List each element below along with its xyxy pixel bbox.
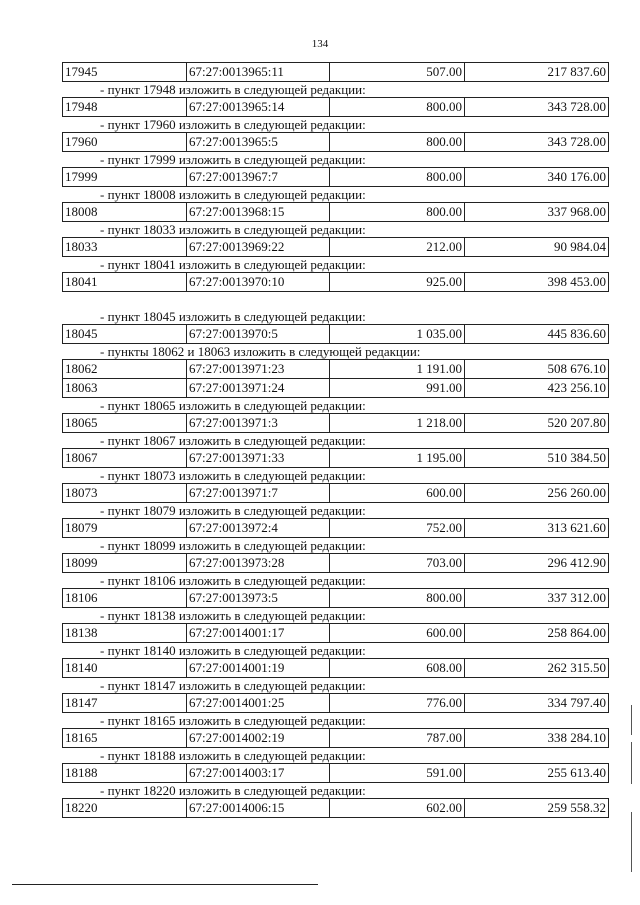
cadastral-value-cell: 334 797.40 — [464, 693, 609, 713]
item-number-cell: 18008 — [62, 202, 187, 222]
table-row — [62, 413, 608, 432]
cadastral-value-cell: 343 728.00 — [464, 132, 609, 152]
cadastral-number-cell: 67:27:0013971:24 — [186, 378, 330, 398]
item-number-cell: 18065 — [62, 413, 187, 433]
area-cell: 507.00 — [329, 62, 465, 82]
cadastral-number-cell: 67:27:0013971:23 — [186, 359, 330, 379]
cadastral-number-cell: 67:27:0014001:17 — [186, 623, 330, 643]
amendments-document — [62, 62, 608, 817]
cadastral-number-cell: 67:27:0013965:14 — [186, 97, 330, 117]
table-row — [62, 483, 608, 502]
amendment-instruction: - пункт 17999 изложить в следующей редакции: — [100, 152, 366, 167]
footer-divider — [12, 884, 318, 885]
amendment-instruction: - пункт 17960 изложить в следующей редакции: — [100, 117, 366, 132]
cadastral-value-cell: 90 984.04 — [464, 237, 609, 257]
cadastral-value-cell: 256 260.00 — [464, 483, 609, 503]
area-cell: 600.00 — [329, 483, 465, 503]
cadastral-number-cell: 67:27:0014002:19 — [186, 728, 330, 748]
item-number-cell: 18067 — [62, 448, 187, 468]
cadastral-value-cell: 258 864.00 — [464, 623, 609, 643]
table-row — [62, 728, 608, 747]
area-cell: 800.00 — [329, 132, 465, 152]
cadastral-value-cell: 398 453.00 — [464, 272, 609, 292]
amendment-instruction: - пункт 18008 изложить в следующей редакции: — [100, 187, 366, 202]
area-cell: 212.00 — [329, 237, 465, 257]
amendment-instruction: - пункт 18099 изложить в следующей редакции: — [100, 538, 366, 553]
area-cell: 787.00 — [329, 728, 465, 748]
area-cell: 602.00 — [329, 798, 465, 818]
cadastral-number-cell: 67:27:0013973:28 — [186, 553, 330, 573]
area-cell: 800.00 — [329, 202, 465, 222]
cadastral-number-cell: 67:27:0013973:5 — [186, 588, 330, 608]
table-row — [62, 518, 608, 537]
table-row — [62, 623, 608, 642]
area-cell: 1 191.00 — [329, 359, 465, 379]
area-cell: 800.00 — [329, 167, 465, 187]
table-row — [62, 167, 608, 186]
cadastral-value-cell: 338 284.10 — [464, 728, 609, 748]
cadastral-number-cell: 67:27:0014006:15 — [186, 798, 330, 818]
item-number-cell: 17945 — [62, 62, 187, 82]
margin-scan-mark — [631, 742, 632, 784]
amendment-instruction: - пункт 18140 изложить в следующей редакции: — [100, 643, 366, 658]
amendment-instruction: - пункт 17948 изложить в следующей редакции: — [100, 82, 366, 97]
cadastral-value-cell: 259 558.32 — [464, 798, 609, 818]
area-cell: 991.00 — [329, 378, 465, 398]
amendment-instruction: - пункт 18067 изложить в следующей редакции: — [100, 433, 366, 448]
table-row — [62, 658, 608, 677]
cadastral-number-cell: 67:27:0013972:4 — [186, 518, 330, 538]
cadastral-number-cell: 67:27:0013970:10 — [186, 272, 330, 292]
cadastral-value-cell: 296 412.90 — [464, 553, 609, 573]
area-cell: 1 218.00 — [329, 413, 465, 433]
table-row — [62, 359, 608, 378]
cadastral-number-cell: 67:27:0013971:33 — [186, 448, 330, 468]
margin-scan-mark — [631, 705, 632, 735]
amendment-instruction: - пункт 18188 изложить в следующей редакции: — [100, 748, 366, 763]
cadastral-value-cell: 423 256.10 — [464, 378, 609, 398]
item-number-cell: 18041 — [62, 272, 187, 292]
item-number-cell: 18165 — [62, 728, 187, 748]
cadastral-value-cell: 337 312.00 — [464, 588, 609, 608]
cadastral-number-cell: 67:27:0013965:5 — [186, 132, 330, 152]
item-number-cell: 18033 — [62, 237, 187, 257]
table-row — [62, 798, 608, 817]
cadastral-number-cell: 67:27:0013971:3 — [186, 413, 330, 433]
table-row — [62, 763, 608, 782]
amendment-instruction: - пункт 18220 изложить в следующей редакции: — [100, 783, 366, 798]
table-row — [62, 553, 608, 572]
item-number-cell: 18073 — [62, 483, 187, 503]
item-number-cell: 17948 — [62, 97, 187, 117]
cadastral-value-cell: 340 176.00 — [464, 167, 609, 187]
cadastral-value-cell: 445 836.60 — [464, 324, 609, 344]
table-row — [62, 202, 608, 221]
cadastral-number-cell: 67:27:0014001:19 — [186, 658, 330, 678]
area-cell: 591.00 — [329, 763, 465, 783]
cadastral-value-cell: 337 968.00 — [464, 202, 609, 222]
item-number-cell: 18138 — [62, 623, 187, 643]
item-number-cell: 18099 — [62, 553, 187, 573]
area-cell: 600.00 — [329, 623, 465, 643]
amendment-instruction: - пункты 18062 и 18063 изложить в следующей редакции: — [100, 344, 421, 359]
table-row — [62, 132, 608, 151]
area-cell: 800.00 — [329, 97, 465, 117]
table-row — [62, 97, 608, 116]
cadastral-value-cell: 520 207.80 — [464, 413, 609, 433]
table-row — [62, 237, 608, 256]
cadastral-value-cell: 313 621.60 — [464, 518, 609, 538]
cadastral-value-cell: 255 613.40 — [464, 763, 609, 783]
cadastral-number-cell: 67:27:0013969:22 — [186, 237, 330, 257]
margin-scan-mark — [631, 812, 632, 872]
amendment-instruction: - пункт 18065 изложить в следующей редакции: — [100, 398, 366, 413]
item-number-cell: 18063 — [62, 378, 187, 398]
cadastral-number-cell: 67:27:0013968:15 — [186, 202, 330, 222]
amendment-instruction: - пункт 18041 изложить в следующей редакции: — [100, 257, 366, 272]
amendment-instruction: - пункт 18079 изложить в следующей редакции: — [100, 503, 366, 518]
table-row — [62, 448, 608, 467]
amendment-instruction: - пункт 18045 изложить в следующей редакции: — [100, 309, 366, 324]
area-cell: 703.00 — [329, 553, 465, 573]
cadastral-number-cell: 67:27:0013967:7 — [186, 167, 330, 187]
table-row — [62, 588, 608, 607]
area-cell: 800.00 — [329, 588, 465, 608]
table-row — [62, 378, 608, 397]
cadastral-number-cell: 67:27:0014003:17 — [186, 763, 330, 783]
item-number-cell: 18147 — [62, 693, 187, 713]
cadastral-value-cell: 510 384.50 — [464, 448, 609, 468]
table-row — [62, 62, 608, 81]
block-spacer — [62, 291, 608, 308]
amendment-instruction: - пункт 18147 изложить в следующей редакции: — [100, 678, 366, 693]
area-cell: 1 035.00 — [329, 324, 465, 344]
item-number-cell: 18045 — [62, 324, 187, 344]
table-row — [62, 693, 608, 712]
table-row — [62, 324, 608, 343]
area-cell: 925.00 — [329, 272, 465, 292]
cadastral-number-cell: 67:27:0014001:25 — [186, 693, 330, 713]
amendment-instruction: - пункт 18165 изложить в следующей редакции: — [100, 713, 366, 728]
item-number-cell: 18062 — [62, 359, 187, 379]
page-number: 134 — [311, 38, 329, 50]
amendment-instruction: - пункт 18106 изложить в следующей редакции: — [100, 573, 366, 588]
item-number-cell: 18188 — [62, 763, 187, 783]
item-number-cell: 17999 — [62, 167, 187, 187]
area-cell: 608.00 — [329, 658, 465, 678]
item-number-cell: 17960 — [62, 132, 187, 152]
cadastral-value-cell: 262 315.50 — [464, 658, 609, 678]
area-cell: 1 195.00 — [329, 448, 465, 468]
cadastral-number-cell: 67:27:0013971:7 — [186, 483, 330, 503]
cadastral-value-cell: 343 728.00 — [464, 97, 609, 117]
amendment-instruction: - пункт 18138 изложить в следующей редакции: — [100, 608, 366, 623]
item-number-cell: 18140 — [62, 658, 187, 678]
item-number-cell: 18079 — [62, 518, 187, 538]
table-row — [62, 272, 608, 291]
item-number-cell: 18220 — [62, 798, 187, 818]
item-number-cell: 18106 — [62, 588, 187, 608]
cadastral-number-cell: 67:27:0013970:5 — [186, 324, 330, 344]
cadastral-value-cell: 508 676.10 — [464, 359, 609, 379]
cadastral-value-cell: 217 837.60 — [464, 62, 609, 82]
area-cell: 776.00 — [329, 693, 465, 713]
area-cell: 752.00 — [329, 518, 465, 538]
amendment-instruction: - пункт 18033 изложить в следующей редакции: — [100, 222, 366, 237]
amendment-instruction: - пункт 18073 изложить в следующей редакции: — [100, 468, 366, 483]
cadastral-number-cell: 67:27:0013965:11 — [186, 62, 330, 82]
